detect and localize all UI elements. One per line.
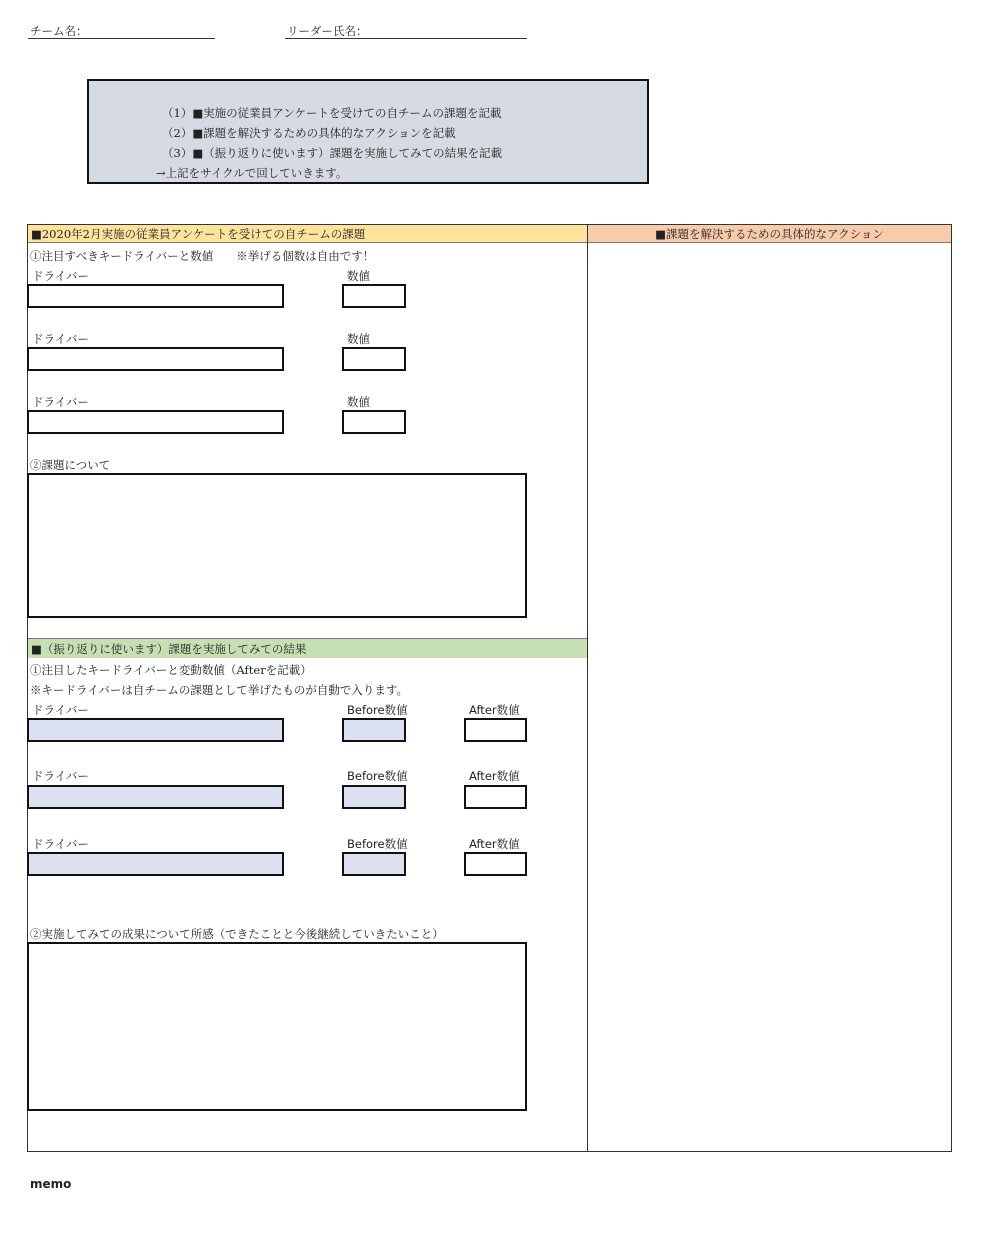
issue-question: ②課題について: [30, 458, 111, 472]
result-driver-field-1: [27, 718, 284, 742]
value-label-1: 数値: [347, 269, 370, 283]
after-label-3: After数値: [469, 837, 520, 851]
before-label-2: Before数値: [347, 769, 408, 783]
outcome-textarea[interactable]: [27, 942, 527, 1111]
team-name-field[interactable]: [28, 38, 215, 39]
outcome-question: ②実施してみての成果について所感（できたことと今後継続していきたいこと）: [30, 927, 444, 941]
instruction-line-1: （1）■実施の従業員アンケートを受けての自チームの課題を記載: [162, 106, 502, 120]
after-label-1: After数値: [469, 703, 520, 717]
result-driver-label-2: ドライバー: [32, 769, 89, 783]
before-label-3: Before数値: [347, 837, 408, 851]
instruction-line-2: （2）■課題を解決するための具体的なアクションを記載: [162, 126, 456, 140]
action-input-area[interactable]: [588, 244, 951, 1151]
after-value-input-1[interactable]: [464, 718, 527, 742]
right-panel-header: ■課題を解決するための具体的なアクション: [588, 225, 951, 243]
after-value-input-2[interactable]: [464, 785, 527, 809]
result-driver-question: ①注目したキードライバーと変動数値（Afterを記載）: [30, 663, 312, 677]
value-input-3[interactable]: [342, 410, 406, 434]
value-input-2[interactable]: [342, 347, 406, 371]
after-value-input-3[interactable]: [464, 852, 527, 876]
result-note: ※キードライバーは自チームの課題として挙げたものが自動で入ります。: [30, 683, 409, 697]
left-panel-header: ■2020年2月実施の従業員アンケートを受けての自チームの課題: [28, 225, 587, 243]
after-label-2: After数値: [469, 769, 520, 783]
driver-label-1: ドライバー: [32, 269, 89, 283]
key-driver-question: ①注目すべきキードライバーと数値 ※挙げる個数は自由です！: [30, 249, 375, 263]
before-value-field-2: [342, 785, 406, 809]
value-label-2: 数値: [347, 332, 370, 346]
issue-textarea[interactable]: [27, 473, 527, 618]
instruction-line-4: →上記をサイクルで回していきます。: [156, 166, 348, 180]
driver-label-2: ドライバー: [32, 332, 89, 346]
value-label-3: 数値: [347, 395, 370, 409]
leader-name-field[interactable]: [285, 38, 527, 39]
driver-input-2[interactable]: [27, 347, 284, 371]
value-input-1[interactable]: [342, 284, 406, 308]
before-value-field-3: [342, 852, 406, 876]
result-driver-label-1: ドライバー: [32, 703, 89, 717]
before-label-1: Before数値: [347, 703, 408, 717]
driver-input-3[interactable]: [27, 410, 284, 434]
memo-label: memo: [30, 1177, 72, 1191]
team-name-label: チーム名：: [30, 24, 88, 38]
result-driver-field-3: [27, 852, 284, 876]
result-section-header: ■（振り返りに使います）課題を実施してみての結果: [28, 638, 587, 658]
driver-label-3: ドライバー: [32, 395, 89, 409]
result-driver-label-3: ドライバー: [32, 837, 89, 851]
instruction-line-3: （3）■（振り返りに使います）課題を実施してみての結果を記載: [162, 146, 503, 160]
driver-input-1[interactable]: [27, 284, 284, 308]
instructions-box: [87, 79, 649, 184]
before-value-field-1: [342, 718, 406, 742]
result-driver-field-2: [27, 785, 284, 809]
leader-name-label: リーダー氏名：: [287, 24, 368, 38]
